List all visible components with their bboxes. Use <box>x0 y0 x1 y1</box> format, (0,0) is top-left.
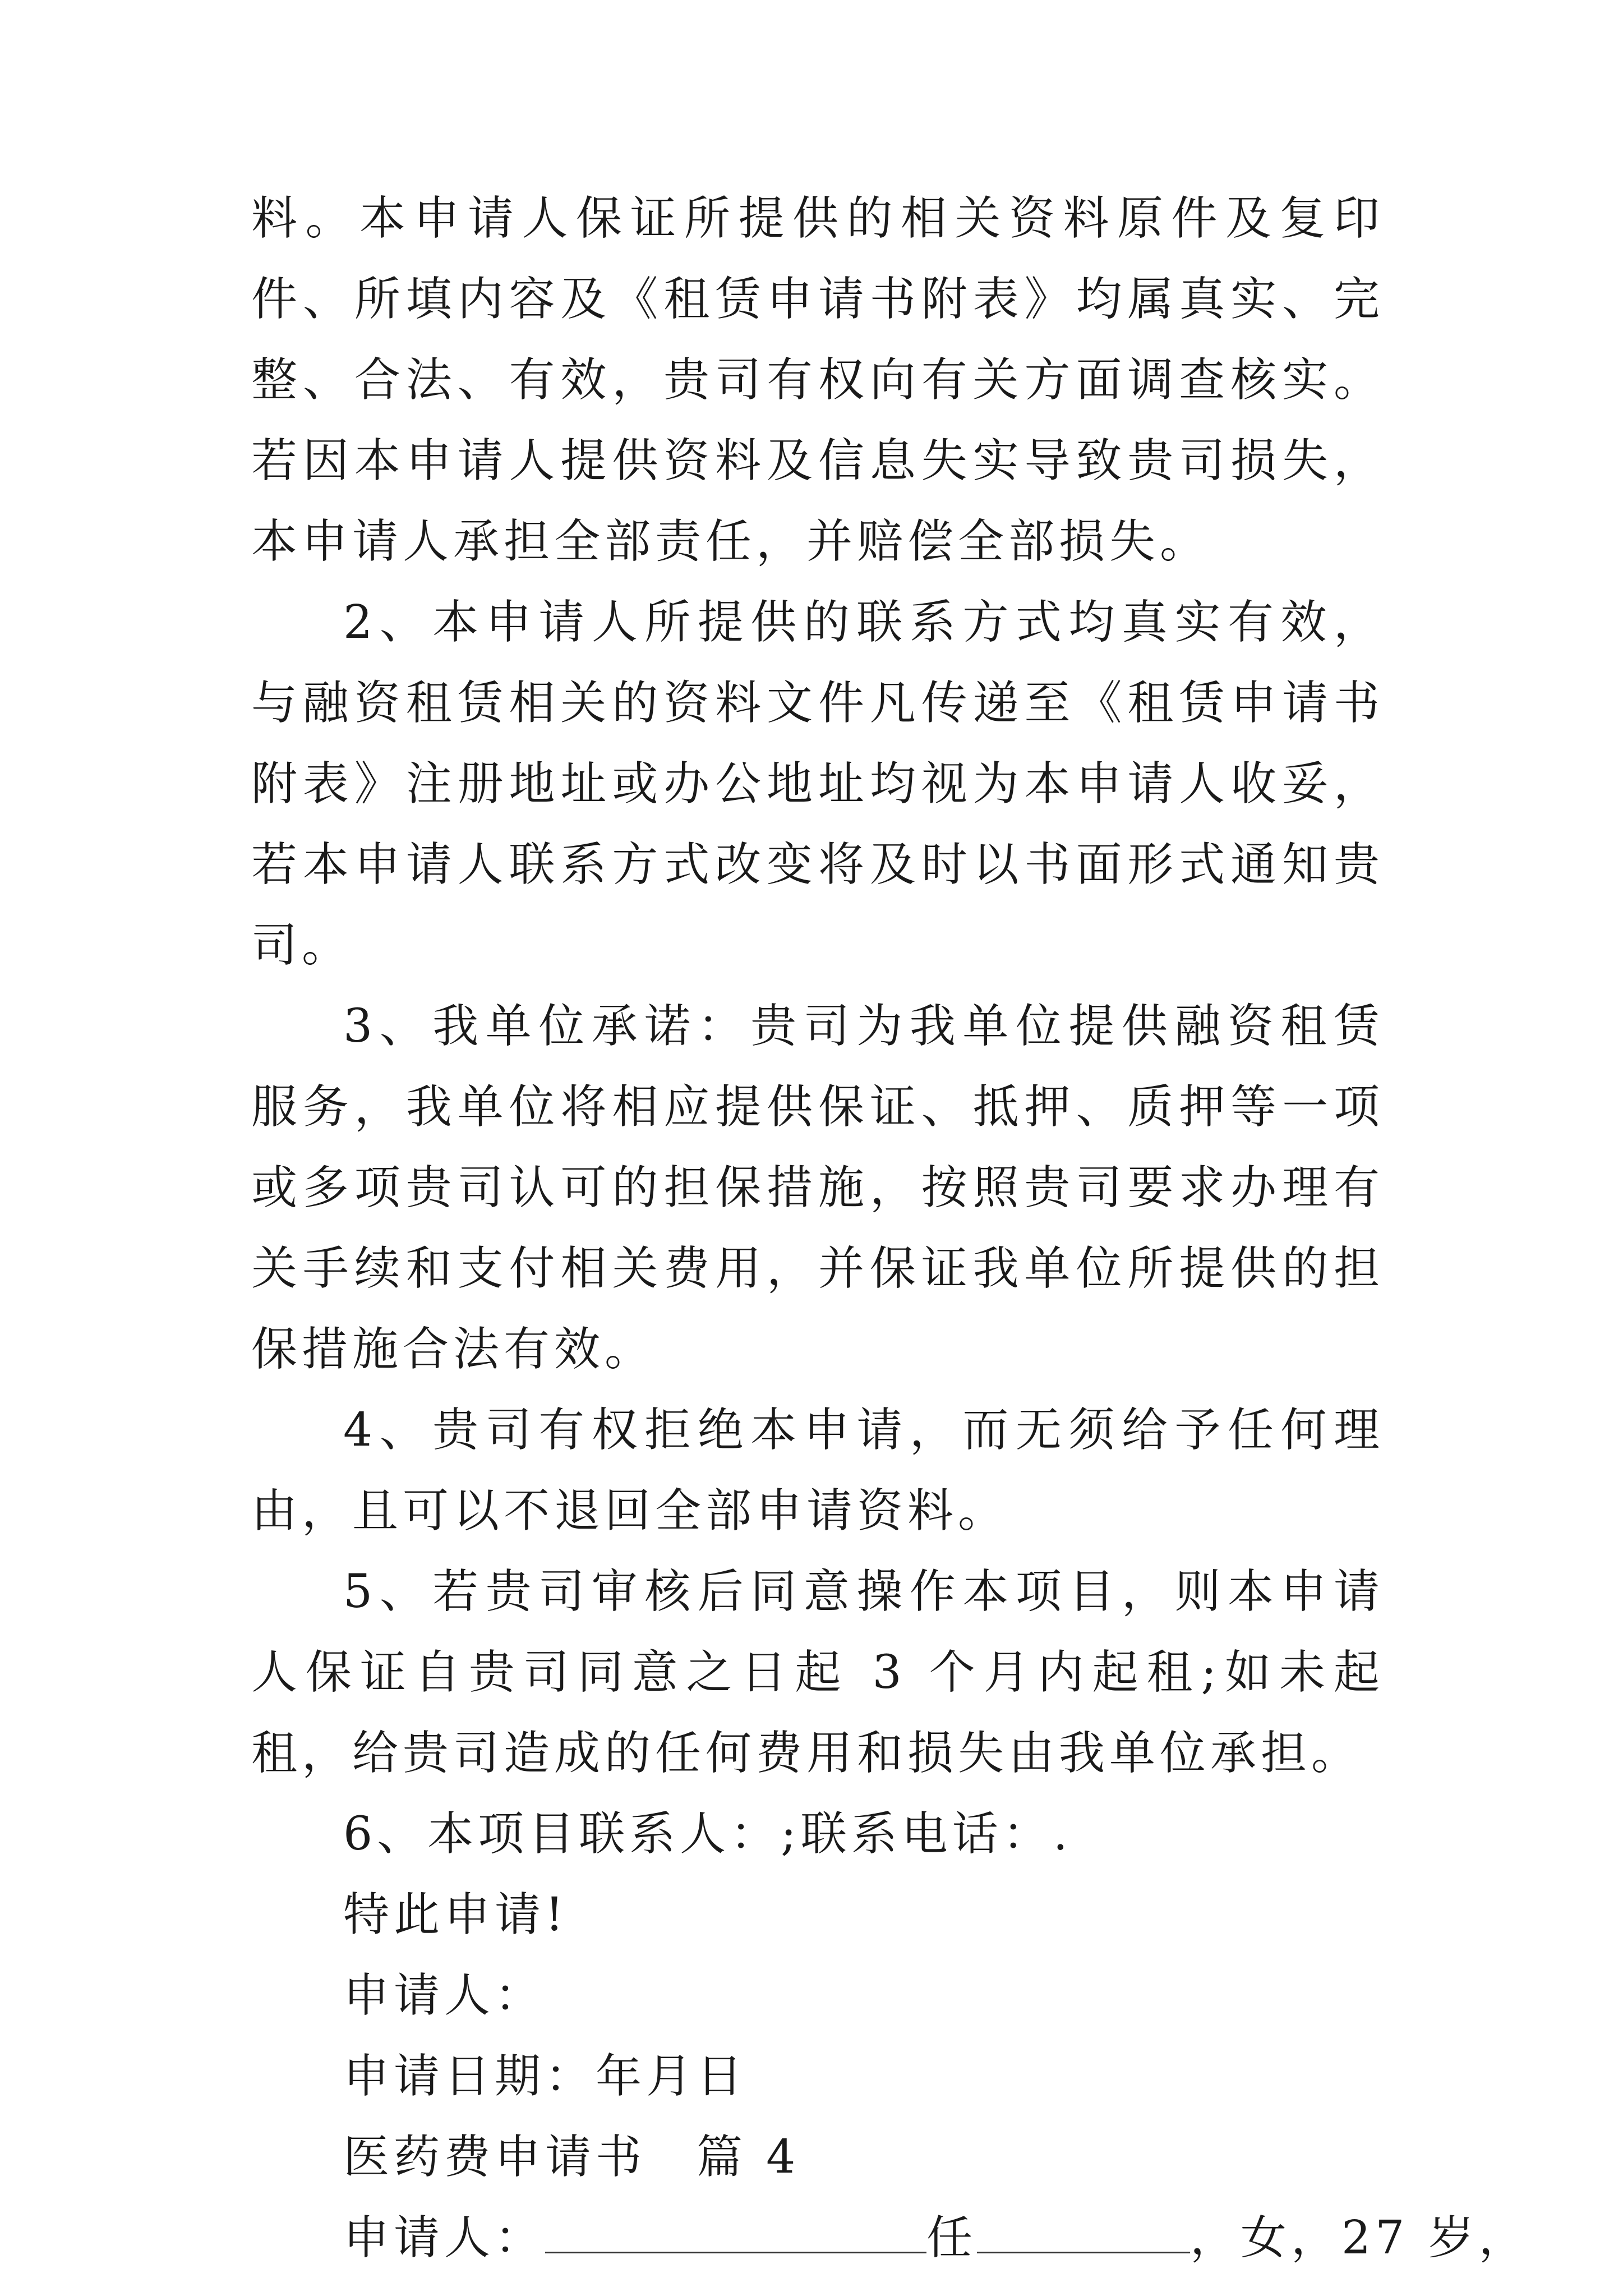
paragraph-item-3: 3、我单位承诺：贵司为我单位提供融资租赁服务，我单位将相应提供保证、抵押、质押等一项或多项贵司认可的担保措施，按照贵司要求办理有关手续和支付相关费用，并保证我单位所提供的担保措施合法有效。 <box>251 1000 1384 1376</box>
applicant-role-label: 任 <box>926 2211 978 2265</box>
paragraph-item-5: 5、若贵司审核后同意操作本项目，则本申请人保证自贵司同意之日起 3 个月内起租;如未起租，给贵司造成的任何费用和损失由我单位承担。 <box>251 1565 1384 1780</box>
applicant-label: 申请人： <box>343 2211 546 2265</box>
applicant-signature-line: 申请人： <box>343 1969 546 2022</box>
application-date-line: 申请日期：年月日 <box>343 2050 748 2103</box>
paragraph-item-2: 2、本申请人所提供的联系方式均真实有效，与融资租赁相关的资料文件凡传递至《租赁申请书附表》注册地址或办公地址均视为本申请人收妥，若本申请人联系方式改变将及时以书面形式通知贵司。 <box>251 596 1384 972</box>
section-heading: 医药费申请书 篇 4 <box>343 2131 800 2184</box>
closing-line: 特此申请! <box>343 1888 568 1941</box>
paragraph-item-4: 4、贵司有权拒绝本申请，而无须给予任何理由，且可以不退回全部申请资料。 <box>251 1404 1384 1538</box>
applicant-role-blank <box>977 2212 1190 2253</box>
paragraph-continuation: 料。本申请人保证所提供的相关资料原件及复印件、所填内容及《租赁申请书附表》均属真实、完整、合法、有效，贵司有权向有关方面调查核实。若因本申请人提供资料及信息失实导致贵司损失，本申请人承担全部责任，并赔偿全部损失。 <box>251 192 1384 568</box>
applicant-name-blank <box>545 2212 926 2253</box>
document-body <box>251 178 1529 2279</box>
paragraph-item-6-contact: 6、本项目联系人：;联系电话：. <box>343 1807 1072 1861</box>
applicant-info-line <box>251 2198 1529 2279</box>
applicant-details: ，女，27 岁， <box>1190 2211 1529 2265</box>
